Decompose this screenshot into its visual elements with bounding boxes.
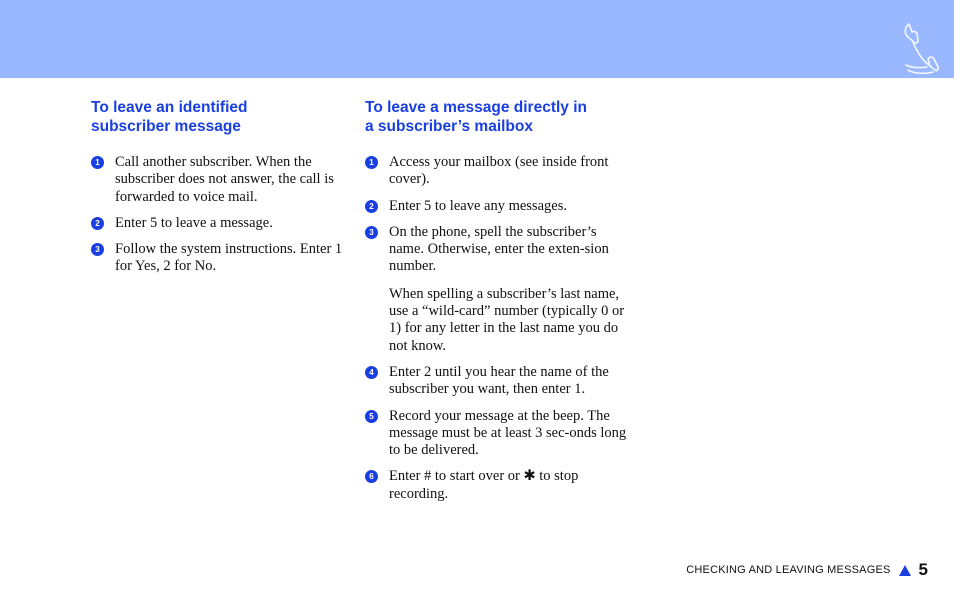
- step-item: [365, 224, 627, 355]
- step-paragraph: When spelling a subscriber’s last name, use a “wild-card” number (typically 0 or 1) for any letter in the last name you do not know.: [389, 285, 625, 354]
- triangle-up-icon: [899, 565, 911, 576]
- page-number: 5: [918, 560, 928, 579]
- step-number-badge: 4: [365, 366, 378, 379]
- left-heading-line1: To leave an identified: [91, 99, 248, 116]
- step-text: [389, 198, 627, 215]
- left-steps: [91, 154, 353, 276]
- right-heading-line1: To leave a message directly in: [365, 99, 587, 116]
- step-text: [115, 154, 353, 206]
- step-item: [91, 215, 353, 232]
- step-paragraph: Enter 5 to leave a message.: [115, 214, 273, 231]
- step-text: [389, 468, 627, 503]
- step-text: [389, 154, 627, 189]
- step-number-badge: 3: [365, 226, 378, 239]
- right-heading-line2: a subscriber’s mailbox: [365, 118, 533, 135]
- step-text: [115, 215, 353, 232]
- footer-section-label: CHECKING AND LEAVING MESSAGES: [686, 564, 891, 576]
- step-text: [389, 408, 627, 460]
- step-item: [365, 408, 627, 460]
- step-text: [389, 224, 627, 355]
- step-text: [115, 241, 353, 276]
- right-column: [365, 98, 627, 512]
- step-item: [365, 198, 627, 215]
- step-paragraph: Access your mailbox (see inside front cover).: [389, 154, 609, 188]
- step-item: [91, 241, 353, 276]
- step-paragraph: Enter # to start over or ✱ to stop recording.: [389, 468, 579, 502]
- header-banner: [0, 0, 954, 78]
- left-section-heading: [91, 98, 353, 136]
- step-paragraph: Record your message at the beep. The message must be at least 3 sec-onds long to be delivered.: [389, 407, 627, 459]
- step-item: [365, 468, 627, 503]
- step-paragraph: Follow the system instructions. Enter 1 for Yes, 2 for No.: [115, 241, 343, 275]
- step-paragraph: Enter 5 to leave any messages.: [389, 197, 567, 214]
- step-number-badge: 1: [91, 156, 104, 169]
- step-text: [389, 364, 627, 399]
- page-footer: [686, 560, 928, 580]
- step-number-badge: 2: [91, 217, 104, 230]
- step-paragraph: On the phone, spell the subscriber’s name. Otherwise, enter the exten-sion number.: [389, 223, 609, 275]
- step-paragraph: Call another subscriber. When the subscriber does not answer, the call is forwarded to voice mail.: [115, 154, 334, 205]
- step-item: [365, 154, 627, 189]
- step-item: [91, 154, 353, 206]
- right-section-heading: [365, 98, 627, 136]
- step-number-badge: 1: [365, 156, 378, 169]
- right-steps: [365, 154, 627, 503]
- step-number-badge: 5: [365, 410, 378, 423]
- step-number-badge: 2: [365, 200, 378, 213]
- left-heading-line2: subscriber message: [91, 118, 241, 135]
- step-paragraph: Enter 2 until you hear the name of the subscriber you want, then enter 1.: [389, 363, 609, 398]
- telephone-handset-icon: [900, 18, 940, 76]
- step-number-badge: 3: [91, 243, 104, 256]
- left-column: [91, 98, 353, 285]
- step-number-badge: 6: [365, 470, 378, 483]
- step-item: [365, 364, 627, 399]
